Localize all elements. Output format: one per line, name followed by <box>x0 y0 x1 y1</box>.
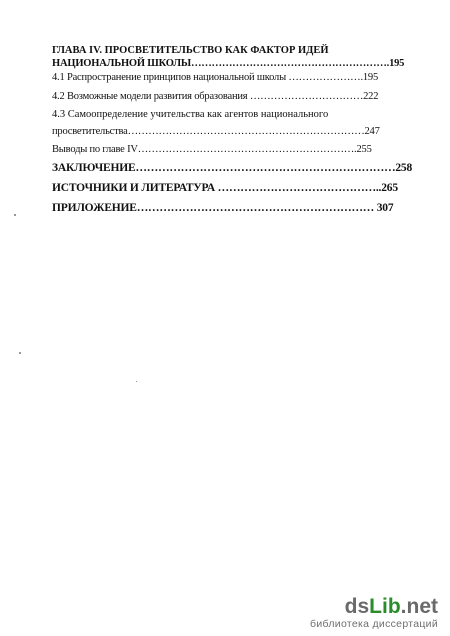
watermark-logo: dsLib.net <box>344 595 438 618</box>
toc-chapter-4-title-line-1: ГЛАВА IV. ПРОСВЕТИТЕЛЬСТВО КАК ФАКТОР ИДЕЙ <box>52 45 329 56</box>
toc-entry-4-3-line-2: просветительства……………………………………………………………247 <box>52 126 380 137</box>
toc-entry-4-2: 4.2 Возможные модели развития образования ……………………………222 <box>52 91 379 102</box>
watermark-tagline: библиотека диссертаций <box>310 618 438 630</box>
toc-entry-4-1: 4.1 Распространение принципов национальной школы ………………….195 <box>52 72 379 83</box>
toc-entry-4-3-line-1: 4.3 Самоопределение учительства как агентов национального <box>52 109 329 120</box>
watermark <box>238 596 438 630</box>
toc-entry-conclusion: ЗАКЛЮЧЕНИЕ……………………………………………………………258 <box>52 162 413 174</box>
scan-speck <box>14 214 16 216</box>
toc-entry-sources: ИСТОЧНИКИ И ЛИТЕРАТУРА ……………………………………..265 <box>52 182 398 194</box>
toc-chapter-4-title-line-2: НАЦИОНАЛЬНОЙ ШКОЛЫ………………………………………………….195 <box>52 58 405 69</box>
scan-speck <box>136 381 137 382</box>
toc-entry-appendix: ПРИЛОЖЕНИЕ……………………………………………………… 307 <box>52 202 394 214</box>
scan-speck <box>19 352 21 354</box>
toc-entry-conclusions-ch4: Выводы по главе IV……………………………………………………….255 <box>52 144 372 155</box>
